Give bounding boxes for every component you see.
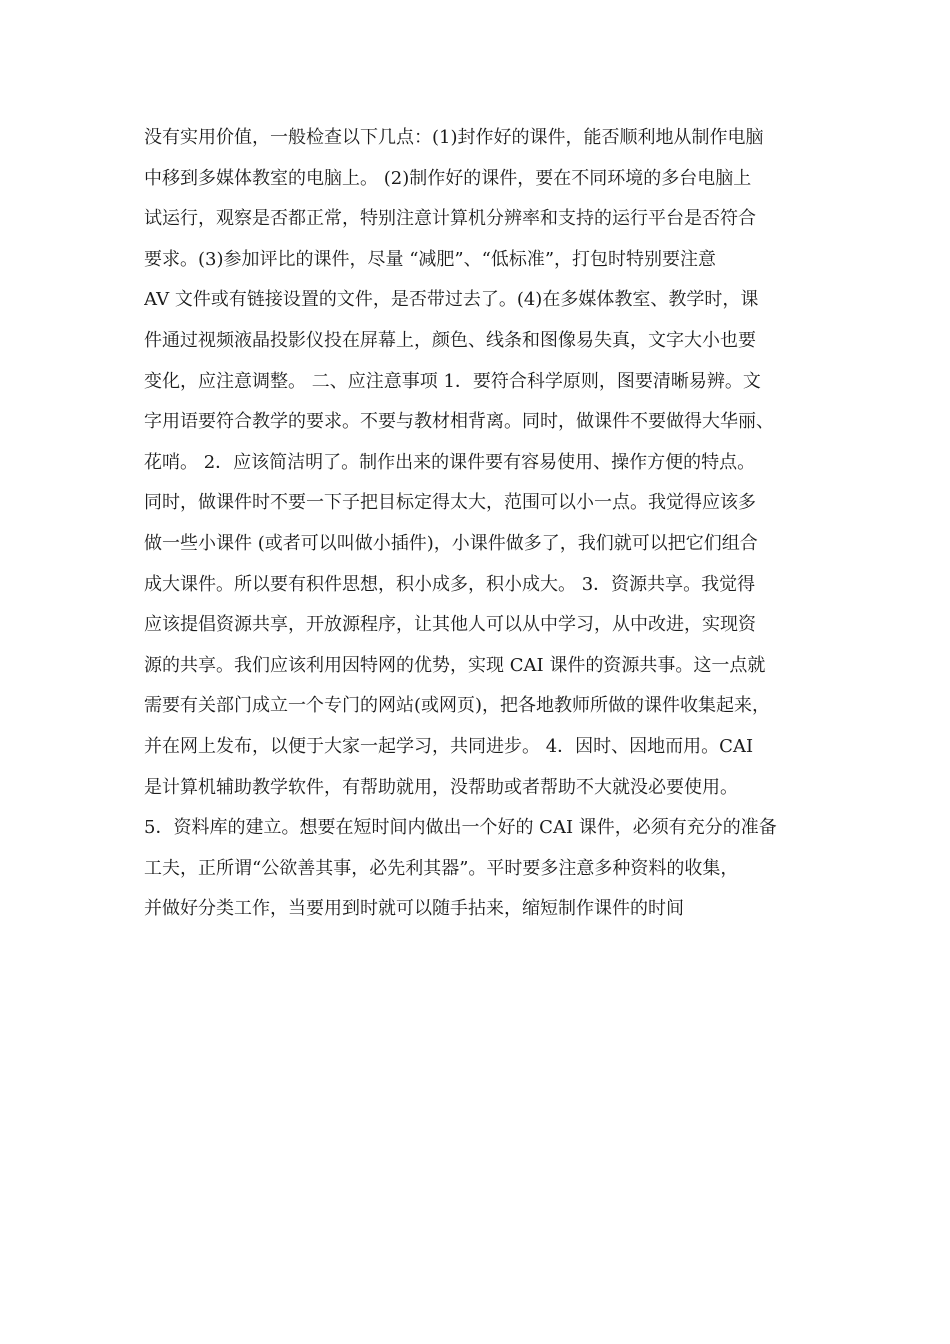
text-line: 是计算机辅助教学软件，有帮助就用，没帮助或者帮助不大就没必要使用。 xyxy=(144,776,738,798)
text-line: 中移到多媒体教室的电脑上。 (2)制作好的课件，要在不同环境的多台电脑上 xyxy=(144,167,752,189)
text-line: 源的共享。我们应该利用因特网的优势，实现 CAI 课件的资源共事。这一点就 xyxy=(144,654,766,676)
text-line: 件通过视频液晶投影仪投在屏幕上，颜色、线条和图像易失真，文字大小也要 xyxy=(144,329,756,351)
text-line: 花哨。 2．应该简洁明了。制作出来的课件要有容易使用、操作方便的特点。 xyxy=(144,451,756,473)
text-line: 并做好分类工作，当要用到时就可以随手拈来，缩短制作课件的时间 xyxy=(144,898,684,920)
body-text xyxy=(144,118,814,930)
text-line: 字用语要符合教学的要求。不要与教材相背离。同时，做课件不要做得大华丽、 xyxy=(144,411,774,433)
text-line: 要求。(3)参加评比的课件，尽量 “减肥”、“低标准”，打包时特别要注意 xyxy=(144,248,717,270)
text-line: 没有实用价值，一般检查以下几点：(1)封作好的课件，能否顺利地从制作电脑 xyxy=(144,127,764,148)
text-line: 变化，应注意调整。 二、应注意事项 1．要符合科学原则，图要清晰易辨。文 xyxy=(144,370,761,392)
text-line: 试运行，观察是否都正常，特别注意计算机分辨率和支持的运行平台是否符合 xyxy=(144,208,756,230)
text-line: 工夫，正所谓“公欲善其事，必先利其器”。平时要多注意多种资料的收集， xyxy=(144,857,739,879)
text-line: 需要有关部门成立一个专门的网站(或网页)，把各地教师所做的课件收集起来， xyxy=(144,695,771,717)
text-line: 5．资料库的建立。想要在短时间内做出一个好的 CAI 课件，必须有充分的准备 xyxy=(144,817,777,839)
text-line: 应该提倡资源共享，开放源程序，让其他人可以从中学习，从中改进，实现资 xyxy=(144,614,756,636)
text-line: 成大课件。所以要有积件思想，积小成多，积小成大。 3．资源共享。我觉得 xyxy=(144,573,756,595)
text-line: AV 文件或有链接设置的文件，是否带过去了。(4)在多媒体教室、教学时，课 xyxy=(144,289,759,311)
text-line: 同时，做课件时不要一下子把目标定得太大，范围可以小一点。我觉得应该多 xyxy=(144,492,756,514)
text-line: 并在网上发布，以便于大家一起学习，共同进步。 4．因时、因地而用。CAI xyxy=(144,735,754,757)
text-line: 做一些小课件 (或者可以叫做小插件)，小课件做多了，我们就可以把它们组合 xyxy=(144,532,758,554)
